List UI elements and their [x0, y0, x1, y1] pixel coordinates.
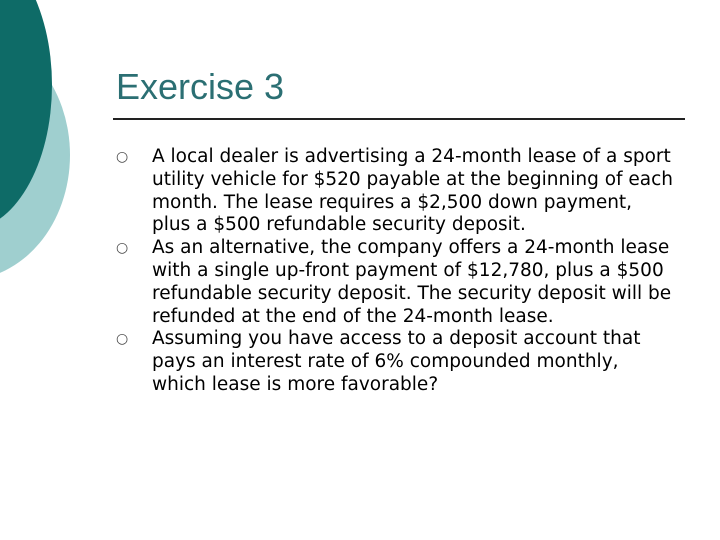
hollow-circle-icon: ○	[116, 331, 129, 348]
bullet-item	[116, 146, 676, 237]
bullet-list	[116, 146, 676, 397]
hollow-circle-icon: ○	[116, 240, 129, 257]
title-underline-rule	[113, 118, 685, 120]
bullet-text: A local dealer is advertising a 24-month lease of a sport utility vehicle for $520 payable at the beginning of each month. The lease requires a $2,500 down payment, plus a $500 refundable security deposit.	[152, 146, 674, 236]
bullet-item	[116, 237, 676, 328]
hollow-circle-icon: ○	[116, 149, 129, 165]
bullet-text: Assuming you have access to a deposit account that pays an interest rate of 6% compounded monthly, which lease is more favorable?	[152, 328, 641, 395]
slide-title: Exercise 3	[116, 66, 285, 107]
bullet-item	[116, 328, 676, 396]
bullet-text: As an alternative, the company offers a 24-month lease with a single up-front payment of $12,780, plus a $500 refundable security deposit. The security deposit will be refunded at the end of the 24-month lease.	[152, 237, 672, 327]
